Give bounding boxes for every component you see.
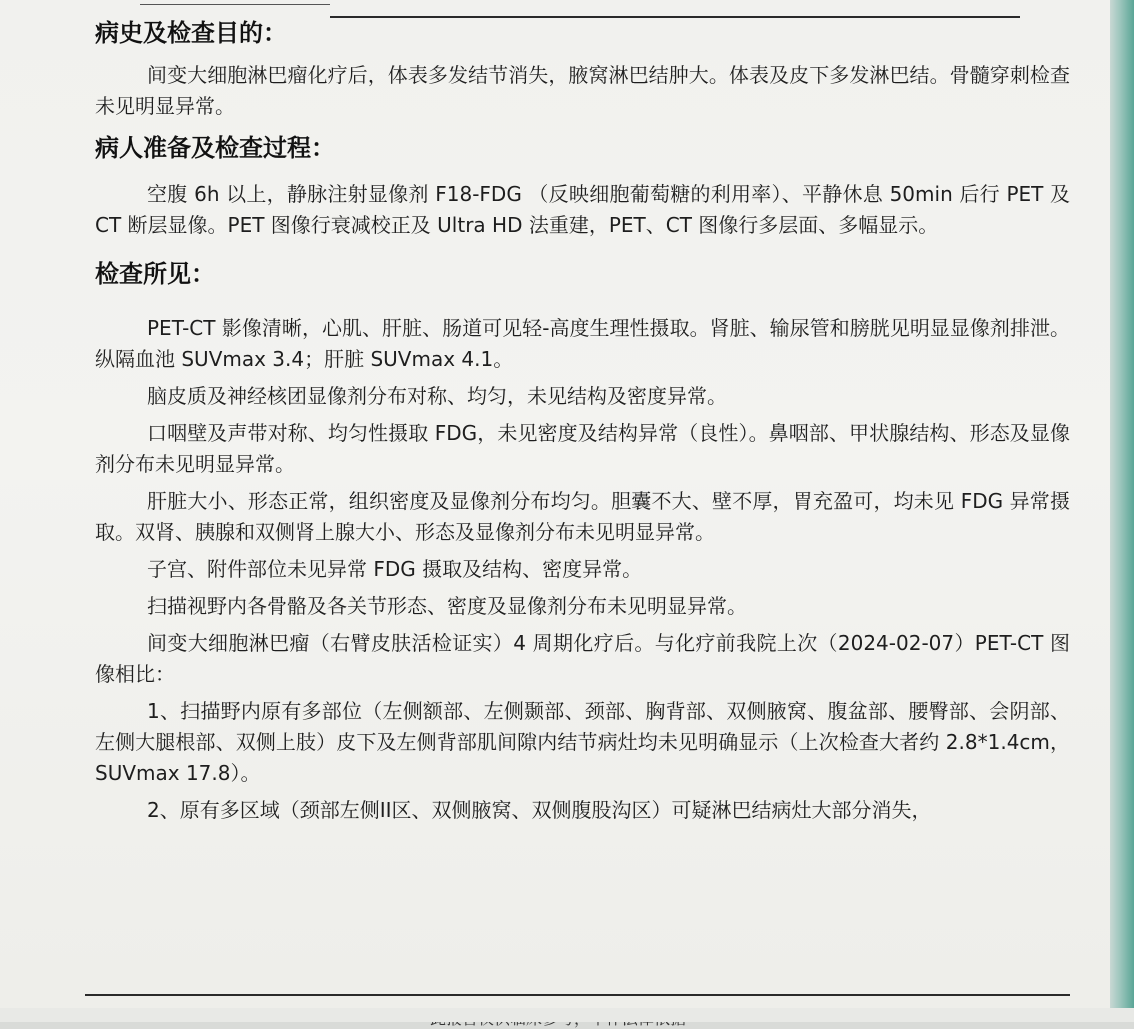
finding-paragraph: 扫描视野内各骨骼及各关节形态、密度及显像剂分布未见明显异常。	[147, 594, 747, 618]
finding-paragraph: 间变大细胞淋巴瘤（右臂皮肤活检证实）4 周期化疗后。与化疗前我院上次（2024-02-07）PET-CT 图像相比：	[95, 631, 1070, 686]
background-edge	[1110, 0, 1134, 1022]
finding-paragraph: 2、原有多区域（颈部左侧II区、双侧腋窝、双侧腹股沟区）可疑淋巴结病灶大部分消失，	[147, 798, 932, 822]
findings-list	[95, 313, 1070, 826]
preparation-heading: 病人准备及检查过程：	[95, 133, 335, 162]
findings-heading: 检查所见：	[95, 259, 215, 288]
finding-paragraph: 子宫、附件部位未见异常 FDG 摄取及结构、密度异常。	[147, 557, 643, 581]
finding-paragraph: 1、扫描野内原有多部位（左侧额部、左侧颞部、颈部、胸背部、双侧腋窝、腹盆部、腰臀部、会阴部、左侧大腿根部、双侧上肢）皮下及左侧背部肌间隙内结节病灶均未见明确显示（上次检查大者约 2.8*1.4cm，SUVmax 17.8）。	[95, 699, 1070, 785]
finding-paragraph: 脑皮质及神经核团显像剂分布对称、均匀，未见结构及密度异常。	[147, 384, 727, 408]
history-text: 间变大细胞淋巴瘤化疗后，体表多发结节消失，腋窝淋巴结肿大。体表及皮下多发淋巴结。骨髓穿刺检查未见明显异常。	[95, 63, 1070, 118]
finding-paragraph: 口咽壁及声带对称、均匀性摄取 FDG，未见密度及结构异常（良性）。鼻咽部、甲状腺结构、形态及显像剂分布未见明显异常。	[95, 421, 1070, 476]
background-edge-bottom	[0, 1008, 1134, 1022]
header-divider-left	[140, 4, 330, 5]
preparation-text: 空腹 6h 以上，静脉注射显像剂 F18-FDG （反映细胞葡萄糖的利用率）、平静休息 50min 后行 PET 及 CT 断层显像。PET 图像行衰减校正及 Ultra HD 法重建，PET、CT 图像行多层面、多幅显示。	[95, 182, 1070, 237]
finding-paragraph: PET-CT 影像清晰，心肌、肝脏、肠道可见轻-高度生理性摄取。肾脏、输尿管和膀胱见明显显像剂排泄。纵隔血池 SUVmax 3.4；肝脏 SUVmax 4.1。	[95, 316, 1070, 371]
footer-divider	[85, 994, 1070, 996]
history-heading: 病史及检查目的：	[95, 18, 287, 47]
finding-paragraph: 肝脏大小、形态正常，组织密度及显像剂分布均匀。胆囊不大、壁不厚，胃充盈可，均未见 FDG 异常摄取。双肾、胰腺和双侧肾上腺大小、形态及显像剂分布未见明显异常。	[95, 489, 1070, 544]
report-content	[95, 10, 1070, 826]
